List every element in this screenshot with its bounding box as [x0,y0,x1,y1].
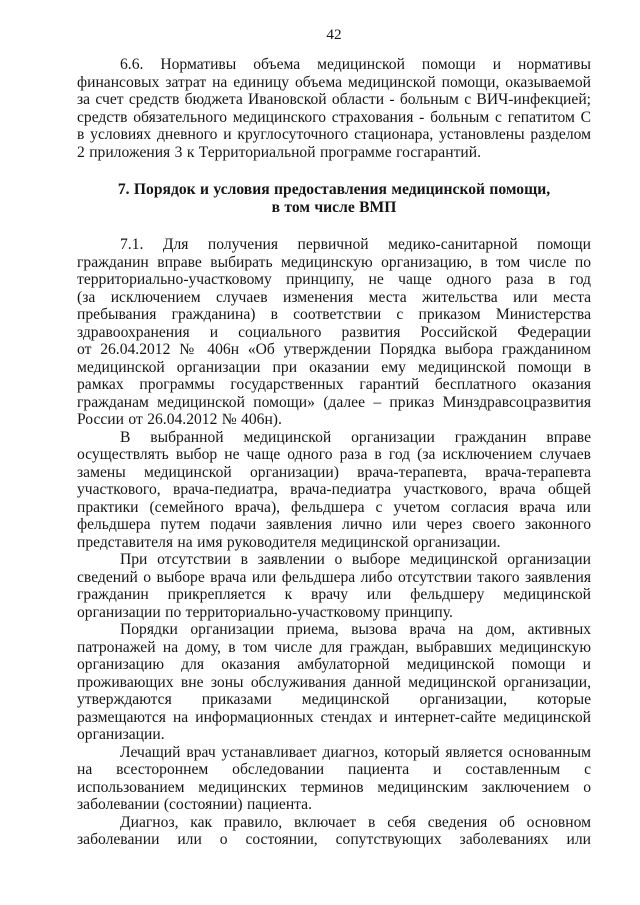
paragraph [77,56,591,161]
text-line: представителя на имя руководителя медицинской организации. [77,533,501,551]
text-line: патронажей на дому, в том числе для граждан, выбравших медицинскую [77,638,591,656]
paragraph [77,814,591,849]
text-line: 7. Порядок и условия предоставления медицинской помощи, [117,181,551,198]
text-line: 7.1. Для получения первичной медико-санитарной помощи [120,236,591,253]
text-line: в условиях дневного и круглосуточного стационара, установлены разделом [77,126,591,143]
paragraph [77,551,591,621]
text-line: 6.6. Нормативы объема медицинской помощи и нормативы [120,56,591,73]
page-number: 42 [326,26,342,43]
text-line: Диагноз, как правило, включает в себя сведения об основном [120,813,591,831]
text-line: заболевании (состоянии) пациента. [77,796,312,813]
text-line: 2 приложения 3 к Территориальной программе госгарантий. [77,143,481,161]
text-line: России от 26.04.2012 № 406н). [77,411,282,428]
text-line: проживающих вне зоны обслуживания данной медицинской организации, [77,673,591,691]
paragraph [77,236,591,429]
text-line: сведений о выборе врача или фельдшера либо отсутствии такого заявления [77,568,591,586]
text-line: (за исключением случаев изменения места жительства или места [77,288,591,306]
text-line: организации. [77,726,165,743]
text-line: замены медицинской организации) врача-терапевта, врача-терапевта [77,463,591,481]
text-line: использованием медицинских терминов медицинским заключением о [77,778,591,796]
text-line: осуществлять выбор не чаще одного раза в год (за исключением случаев [77,446,591,463]
text-line: гражданин вправе выбирать медицинскую организацию, в том числе по [77,253,591,271]
text-block [77,56,591,849]
paragraph [77,744,591,814]
text-line: в том числе ВМП [271,198,397,216]
text-line: средств обязательного медицинского страхования - больным с гепатитом С [77,108,591,126]
text-line: заболевании или о состоянии, сопутствующих заболеваниях или [77,831,591,848]
text-line: рамках программы государственных гарантий бесплатного оказания [77,376,591,393]
text-line: территориально-участковому принципу, не чаще одного раза в год [77,271,591,288]
paragraph [77,429,591,552]
text-line: гражданин прикрепляется к врачу или фельдшеру медицинской [77,586,591,603]
text-line: участкового, врача-педиатра, врача-педиатра участкового, врача общей [77,481,591,498]
text-line: Порядки организации приема, вызова врача на дом, активных [120,621,591,638]
text-line: здравоохранения и социального развития Российской Федерации [77,323,591,341]
text-line: При отсутствии в заявлении о выборе медицинской организации [120,551,591,568]
text-line: размещаются на информационных стендах и интернет-сайте медицинской [77,708,591,726]
text-line: медицинской организации при оказании ему медицинской помощи в [77,358,591,376]
text-line: Лечащий врач устанавливает диагноз, который является основанным [120,743,591,761]
text-line: организации по территориально-участковому принципу. [77,603,453,621]
text-line: В выбранной медицинской организации гражданин вправе [120,428,591,446]
text-line: на всестороннем обследовании пациента и составленным с [77,761,591,778]
paragraph [77,621,591,744]
text-line: организацию для оказания амбулаторной медицинской помощи и [77,656,591,673]
text-line: за счет средств бюджета Ивановской области - больным с ВИЧ-инфекцией; [77,91,591,108]
text-line: утверждаются приказами медицинской организации, которые [77,691,591,708]
text-line: гражданам медицинской помощи» (далее – приказ Минздравсоцразвития [77,393,591,411]
text-line: от 26.04.2012 № 406н «Об утверждении Порядка выбора гражданином [77,341,591,358]
text-line: фельдшера путем подачи заявления лично или через своего законного [77,516,591,533]
section-heading [77,181,591,216]
text-line: пребывания гражданина) в соответствии с приказом Министерства [77,306,591,323]
text-line: финансовых затрат на единицу объема медицинской помощи, оказываемой [77,73,591,91]
text-line: практики (семейного врача), фельдшера с учетом согласия врача или [77,498,591,516]
